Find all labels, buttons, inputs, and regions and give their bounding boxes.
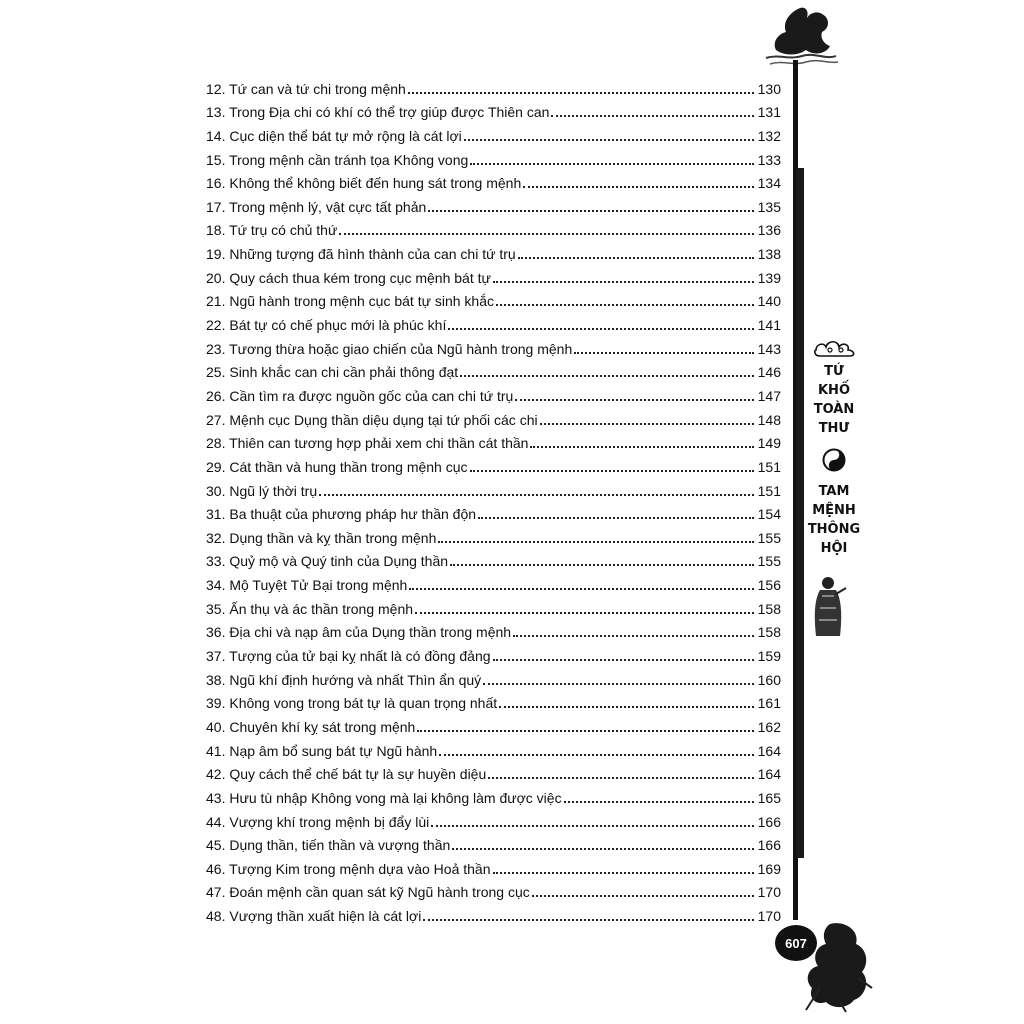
dot-leader bbox=[493, 280, 754, 283]
dot-leader bbox=[448, 327, 754, 330]
dot-leader bbox=[478, 516, 754, 519]
dot-leader bbox=[460, 374, 754, 377]
toc-entry-page: 135 bbox=[757, 198, 781, 215]
dot-leader bbox=[417, 729, 754, 732]
dot-leader bbox=[488, 776, 754, 779]
toc-entry-page: 130 bbox=[757, 80, 781, 97]
toc-entry-page: 147 bbox=[757, 387, 781, 404]
sidebar-word: MỆNH bbox=[812, 503, 856, 518]
toc-entry-title: 45. Dụng thần, tiến thần và vượng thần bbox=[206, 837, 451, 854]
toc-entry-page: 140 bbox=[757, 293, 781, 310]
dot-leader bbox=[540, 422, 754, 425]
dragon-icon bbox=[760, 4, 840, 68]
toc-entry[interactable] bbox=[206, 547, 781, 571]
toc-entry-page: 151 bbox=[757, 458, 781, 475]
toc-entry-title: 27. Mệnh cục Dụng thần diệu dụng tại tứ phối các chi bbox=[206, 411, 538, 428]
toc-entry-title: 17. Trong mệnh lý, vật cực tất phản bbox=[206, 198, 427, 215]
toc-entry[interactable] bbox=[206, 334, 781, 358]
toc-entry[interactable] bbox=[206, 310, 781, 334]
dot-leader bbox=[452, 847, 754, 850]
toc-entry-title: 34. Mộ Tuyệt Tử Bại trong mệnh bbox=[206, 577, 408, 594]
toc-entry-title: 21. Ngũ hành trong mệnh cục bát tự sinh khắc bbox=[206, 293, 494, 310]
dot-leader bbox=[493, 658, 754, 661]
toc-entry[interactable] bbox=[206, 594, 781, 618]
toc-entry-title: 16. Không thể không biết đến hung sát trong mệnh bbox=[206, 175, 522, 192]
toc-entry[interactable] bbox=[206, 712, 781, 736]
toc-entry[interactable] bbox=[206, 98, 781, 122]
yin-yang-icon bbox=[822, 448, 846, 472]
sidebar-word: KHỐ bbox=[817, 383, 850, 398]
toc-entry-page: 148 bbox=[757, 411, 781, 428]
toc-entry-page: 155 bbox=[757, 529, 781, 546]
cloud-icon bbox=[812, 336, 858, 358]
toc-entry[interactable] bbox=[206, 405, 781, 429]
toc-entry[interactable] bbox=[206, 736, 781, 760]
toc-entry[interactable] bbox=[206, 783, 781, 807]
toc-entry-page: 149 bbox=[757, 435, 781, 452]
toc-entry-title: 31. Ba thuật của phương pháp hư thần độn bbox=[206, 506, 477, 523]
toc-entry-page: 165 bbox=[757, 789, 781, 806]
dot-leader bbox=[532, 894, 754, 897]
toc-entry[interactable] bbox=[206, 760, 781, 784]
toc-entry-title: 15. Trong mệnh cần tránh tọa Không vong bbox=[206, 151, 469, 168]
toc-entry[interactable] bbox=[206, 570, 781, 594]
toc-entry-title: 40. Chuyên khí kỵ sát trong mệnh bbox=[206, 718, 416, 735]
toc-entry-page: 133 bbox=[757, 151, 781, 168]
toc-entry-title: 20. Quy cách thua kém trong cục mệnh bát tự bbox=[206, 269, 491, 286]
toc-entry[interactable] bbox=[206, 500, 781, 524]
toc-entry-page: 162 bbox=[757, 718, 781, 735]
toc-entry[interactable] bbox=[206, 641, 781, 665]
sidebar-title-top bbox=[806, 362, 862, 438]
dot-leader bbox=[439, 753, 754, 756]
toc-entry-page: 158 bbox=[757, 600, 781, 617]
dot-leader bbox=[470, 162, 754, 165]
toc-entry-page: 166 bbox=[757, 813, 781, 830]
dot-leader bbox=[530, 445, 754, 448]
dot-leader bbox=[551, 114, 754, 117]
toc-entry[interactable] bbox=[206, 901, 781, 925]
toc-entry[interactable] bbox=[206, 381, 781, 405]
dot-leader bbox=[409, 587, 754, 590]
toc-entry-title: 18. Tứ trụ có chủ thứ bbox=[206, 222, 338, 239]
table-of-contents bbox=[206, 74, 781, 925]
toc-entry-title: 46. Tượng Kim trong mệnh dựa vào Hoả thần bbox=[206, 860, 491, 877]
toc-entry-title: 28. Thiên can tương hợp phải xem chi thần cát thần bbox=[206, 435, 529, 452]
toc-entry[interactable] bbox=[206, 429, 781, 453]
dot-leader bbox=[464, 138, 754, 141]
sage-figure-icon bbox=[808, 574, 848, 640]
toc-entry-page: 131 bbox=[757, 104, 781, 121]
toc-entry-title: 32. Dụng thần và kỵ thần trong mệnh bbox=[206, 529, 437, 546]
toc-entry-page: 154 bbox=[757, 506, 781, 523]
toc-entry-title: 26. Cần tìm ra được nguồn gốc của can chi tứ trụ bbox=[206, 387, 514, 404]
toc-entry-title: 43. Hưu tù nhập Không vong mà lại không làm được việc bbox=[206, 789, 562, 806]
toc-entry-page: 146 bbox=[757, 364, 781, 381]
toc-entry-page: 170 bbox=[757, 884, 781, 901]
toc-entry-title: 36. Địa chi và nạp âm của Dụng thần trong mệnh bbox=[206, 624, 512, 641]
toc-entry-page: 164 bbox=[757, 742, 781, 759]
toc-entry-page: 156 bbox=[757, 577, 781, 594]
toc-entry[interactable] bbox=[206, 807, 781, 831]
toc-entry-title: 22. Bát tự có chế phục mới là phúc khí bbox=[206, 317, 447, 334]
dot-leader bbox=[515, 398, 754, 401]
dot-leader bbox=[499, 705, 754, 708]
toc-entry-title: 33. Quỷ mộ và Quý tinh của Dụng thần bbox=[206, 553, 449, 570]
toc-entry[interactable] bbox=[206, 192, 781, 216]
dot-leader bbox=[518, 256, 754, 259]
toc-entry-title: 12. Tứ can và tứ chi trong mệnh bbox=[206, 80, 406, 97]
toc-entry-page: 143 bbox=[757, 340, 781, 357]
dot-leader bbox=[496, 303, 754, 306]
dot-leader bbox=[415, 611, 754, 614]
toc-entry-title: 47. Đoán mệnh cần quan sát kỹ Ngũ hành trong cục bbox=[206, 884, 530, 901]
sidebar-word: HỘI bbox=[820, 541, 848, 556]
toc-entry-page: 151 bbox=[757, 482, 781, 499]
dot-leader bbox=[574, 351, 754, 354]
dot-leader bbox=[513, 634, 754, 637]
toc-entry[interactable] bbox=[206, 854, 781, 878]
dot-leader bbox=[523, 185, 754, 188]
toc-entry[interactable] bbox=[206, 523, 781, 547]
toc-entry-page: 170 bbox=[757, 908, 781, 925]
toc-entry-title: 44. Vượng khí trong mệnh bị đẩy lùi bbox=[206, 813, 430, 830]
toc-entry[interactable] bbox=[206, 239, 781, 263]
sidebar-word: THÔNG bbox=[807, 522, 861, 537]
dot-leader bbox=[470, 469, 754, 472]
page-number: 607 bbox=[775, 925, 817, 961]
sidebar-word: TỨ bbox=[824, 364, 844, 379]
toc-entry-title: 25. Sinh khắc can chi cần phải thông đạt bbox=[206, 364, 459, 381]
toc-entry[interactable] bbox=[206, 287, 781, 311]
toc-entry-page: 138 bbox=[757, 246, 781, 263]
toc-entry-title: 13. Trong Địa chi có khí có thể trợ giúp được Thiên can bbox=[206, 104, 550, 121]
toc-entry-page: 136 bbox=[757, 222, 781, 239]
dot-leader bbox=[438, 540, 754, 543]
toc-entry[interactable] bbox=[206, 618, 781, 642]
toc-entry[interactable] bbox=[206, 74, 781, 98]
sidebar-word: TOÀN bbox=[813, 402, 855, 417]
sidebar-word: TAM bbox=[818, 484, 850, 499]
toc-entry-page: 132 bbox=[757, 127, 781, 144]
toc-entry-title: 42. Quy cách thể chế bát tự là sự huyền diệu bbox=[206, 766, 487, 783]
toc-entry[interactable] bbox=[206, 145, 781, 169]
dot-leader bbox=[450, 563, 754, 566]
toc-entry-title: 48. Vượng thần xuất hiện là cát lợi bbox=[206, 908, 422, 925]
toc-entry[interactable] bbox=[206, 831, 781, 855]
toc-entry-page: 134 bbox=[757, 175, 781, 192]
toc-entry[interactable] bbox=[206, 689, 781, 713]
dragon-icon bbox=[800, 918, 874, 1014]
toc-entry-title: 35. Ấn thụ và ác thần trong mệnh bbox=[206, 600, 414, 617]
toc-entry-page: 169 bbox=[757, 860, 781, 877]
toc-entry-page: 158 bbox=[757, 624, 781, 641]
dot-leader bbox=[339, 232, 754, 235]
toc-entry[interactable] bbox=[206, 121, 781, 145]
toc-entry-page: 161 bbox=[757, 695, 781, 712]
toc-entry-page: 141 bbox=[757, 317, 781, 334]
toc-entry[interactable] bbox=[206, 476, 781, 500]
toc-entry[interactable] bbox=[206, 169, 781, 193]
toc-entry-page: 159 bbox=[757, 648, 781, 665]
toc-entry-page: 155 bbox=[757, 553, 781, 570]
toc-entry-title: 14. Cục diện thể bát tự mở rộng là cát lợi bbox=[206, 127, 462, 144]
toc-entry-page: 160 bbox=[757, 671, 781, 688]
toc-entry-title: 41. Nạp âm bổ sung bát tự Ngũ hành bbox=[206, 742, 438, 759]
dot-leader bbox=[483, 682, 754, 685]
toc-entry-page: 139 bbox=[757, 269, 781, 286]
toc-entry-title: 23. Tương thừa hoặc giao chiến của Ngũ hành trong mệnh bbox=[206, 340, 573, 357]
dot-leader bbox=[564, 800, 754, 803]
toc-entry-title: 30. Ngũ lý thời trụ bbox=[206, 482, 318, 499]
dot-leader bbox=[408, 91, 754, 94]
toc-entry-title: 39. Không vong trong bát tự là quan trọng nhất bbox=[206, 695, 498, 712]
toc-entry-title: 19. Những tượng đã hình thành của can chi tứ trụ bbox=[206, 246, 516, 263]
dot-leader bbox=[319, 493, 754, 496]
toc-entry-title: 29. Cát thần và hung thần trong mệnh cục bbox=[206, 458, 468, 475]
toc-entry-title: 37. Tượng của tử bại kỵ nhất là có đồng đảng bbox=[206, 648, 491, 665]
toc-entry[interactable] bbox=[206, 878, 781, 902]
toc-entry[interactable] bbox=[206, 665, 781, 689]
dot-leader bbox=[493, 871, 755, 874]
toc-entry-page: 164 bbox=[757, 766, 781, 783]
toc-entry[interactable] bbox=[206, 358, 781, 382]
dot-leader bbox=[428, 209, 754, 212]
sidebar-title-bottom bbox=[806, 482, 862, 558]
toc-entry-page: 166 bbox=[757, 837, 781, 854]
toc-entry-title: 38. Ngũ khí định hướng và nhất Thìn ẩn quý bbox=[206, 671, 482, 688]
vertical-band bbox=[796, 168, 804, 858]
sidebar-word: THƯ bbox=[818, 421, 850, 436]
dot-leader bbox=[431, 824, 754, 827]
dot-leader bbox=[423, 918, 754, 921]
toc-entry[interactable] bbox=[206, 216, 781, 240]
toc-entry[interactable] bbox=[206, 263, 781, 287]
toc-entry[interactable] bbox=[206, 452, 781, 476]
